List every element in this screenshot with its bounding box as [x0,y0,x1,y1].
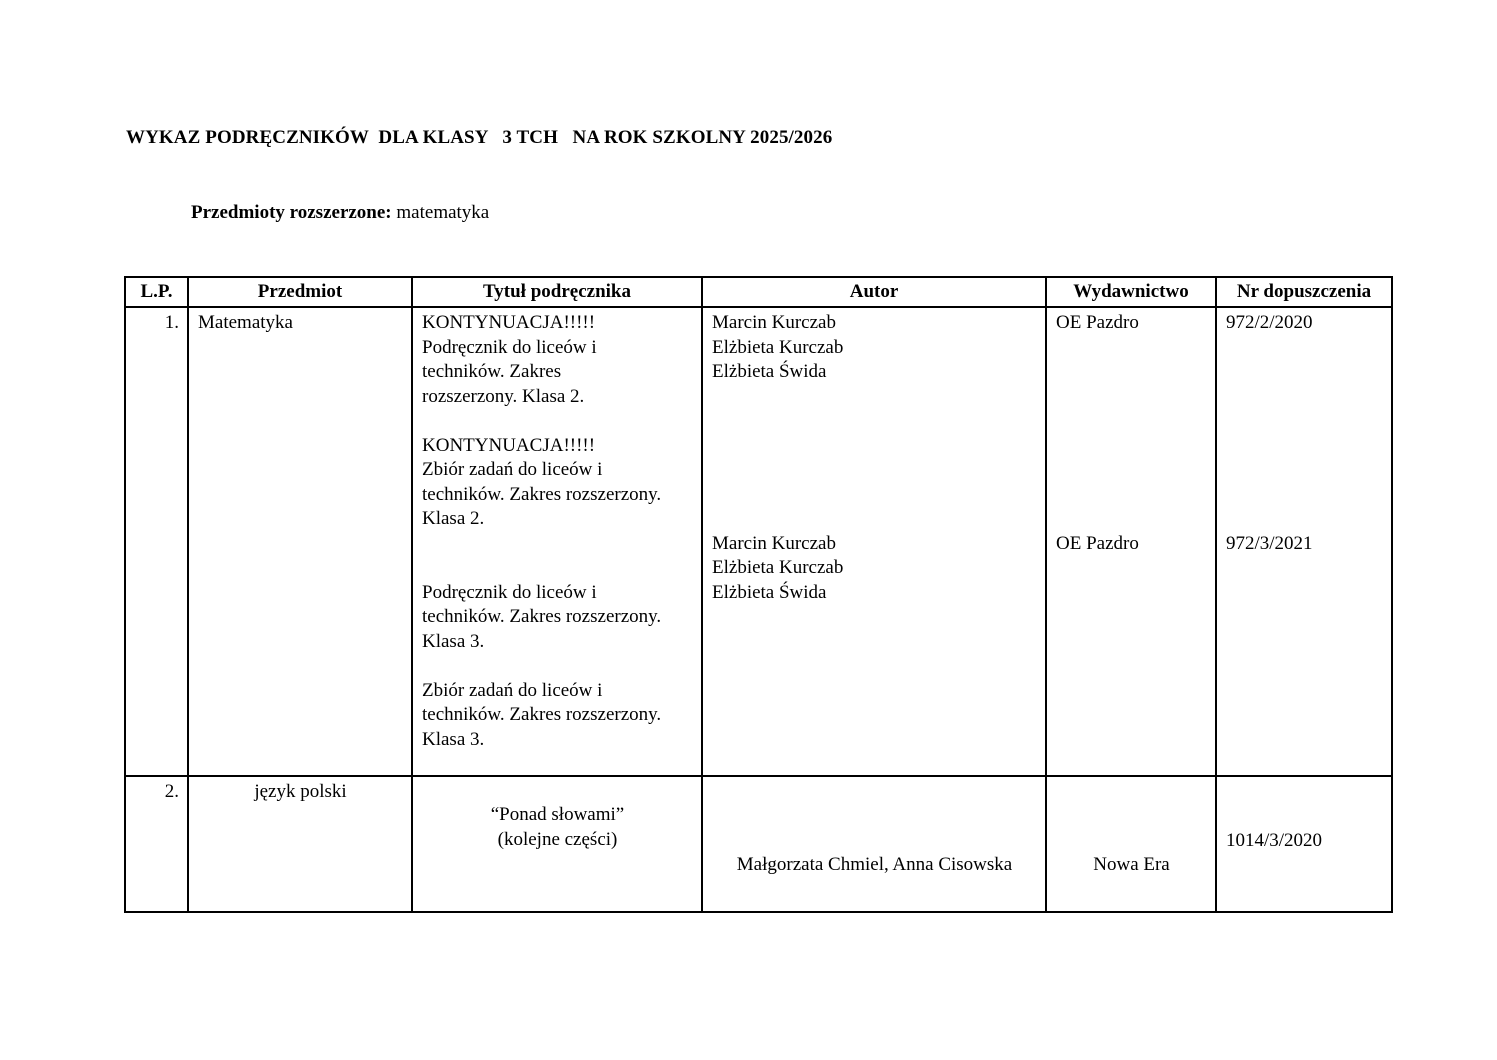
author-cell [702,776,1046,912]
approval-entry: 972/2/2020 [1226,312,1313,333]
approval-entry: 972/3/2021 [1226,532,1313,554]
row-number: 2. [125,776,188,912]
header-publisher: Wydawnictwo [1046,277,1216,307]
publisher-entry: OE Pazdro [1056,312,1139,333]
subject-cell: Matematyka [188,307,412,776]
publisher-cell [1046,307,1216,776]
approval-entry: 1014/3/2020 [1226,830,1323,851]
title-entry: “Ponad słowami” (kolejne części) [490,804,625,850]
title-entry: KONTYNUACJA!!!!! Zbiór zadań do liceów i techników. Zakres rozszerzony. Klasa 2. [422,434,662,529]
extended-subjects-label: Przedmioty rozszerzone: [191,202,392,223]
header-lp: L.P. [125,277,188,307]
subject-cell: język polski [188,776,412,912]
header-title: Tytuł podręcznika [412,277,702,307]
approval-cell [1216,776,1392,912]
table-row [125,307,1392,776]
page-title: WYKAZ PODRĘCZNIKÓW DLA KLASY 3 TCH NA ROK SZKOLNY 2025/2026 [126,127,833,148]
title-cell [412,776,702,912]
author-cell [702,307,1046,776]
publisher-cell [1046,776,1216,912]
title-entry: Zbiór zadań do liceów i techników. Zakres rozszerzony. Klasa 3. [422,679,662,750]
header-subject: Przedmiot [188,277,412,307]
table-row [125,776,1392,912]
title-cell [412,307,702,776]
textbook-table [124,276,1393,913]
publisher-entry: Nowa Era [1093,854,1170,875]
author-entry: Marcin Kurczab Elżbieta Kurczab Elżbieta Świda [712,532,844,603]
header-author: Autor [702,277,1046,307]
textbook-table-wrapper [124,276,1393,913]
extended-subjects-line [191,202,489,224]
row-number: 1. [125,307,188,776]
table-header-row [125,277,1392,307]
extended-subjects-value: matematyka [396,202,490,223]
publisher-entry: OE Pazdro [1056,532,1139,554]
title-entry: KONTYNUACJA!!!!! Podręcznik do liceów i techników. Zakres rozszerzony. Klasa 2. [422,312,597,407]
author-entry: Małgorzata Chmiel, Anna Cisowska [736,854,1013,875]
header-approval: Nr dopuszczenia [1216,277,1392,307]
approval-cell [1216,307,1392,776]
author-entry: Marcin Kurczab Elżbieta Kurczab Elżbieta Świda [712,312,844,382]
title-entry: Podręcznik do liceów i techników. Zakres rozszerzony. Klasa 3. [422,581,662,652]
